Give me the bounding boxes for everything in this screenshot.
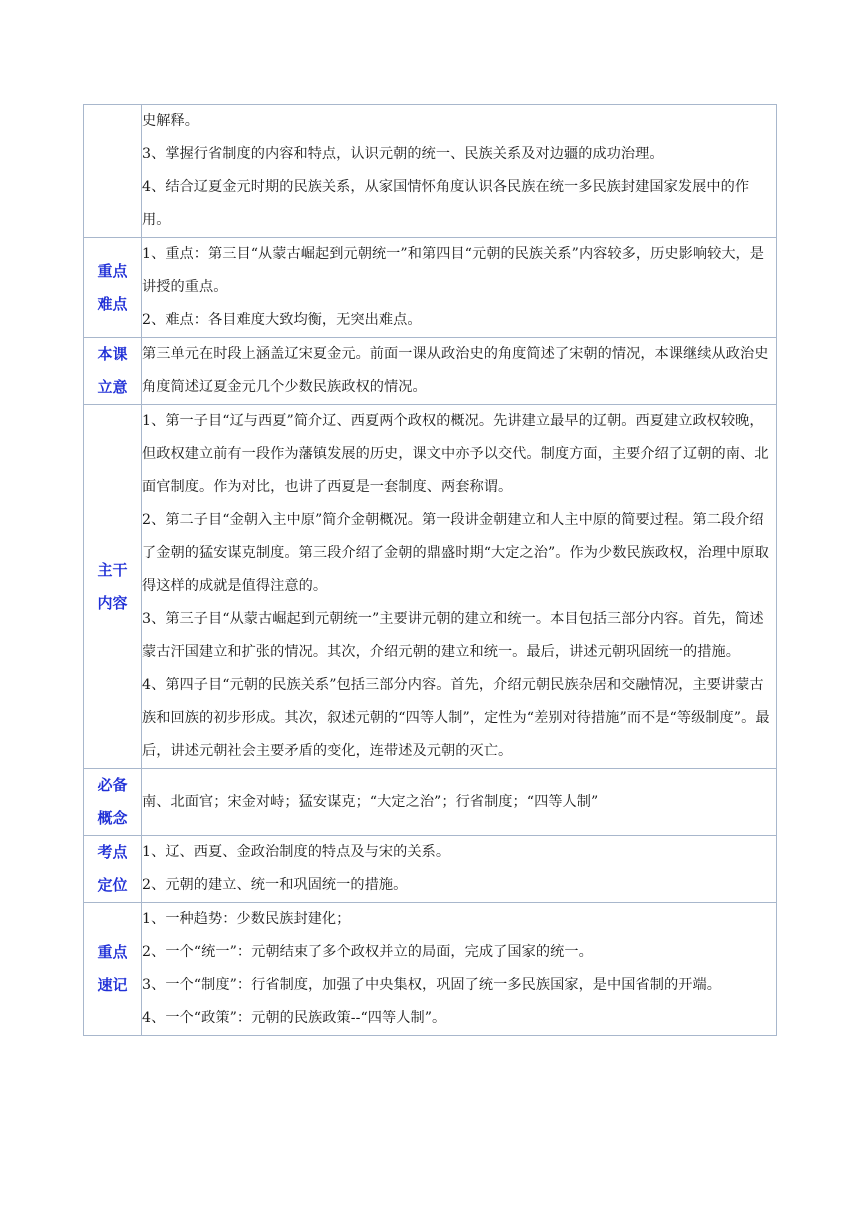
row-label-line: 概念 [97, 809, 128, 827]
row-label [84, 338, 142, 405]
paragraph: 第三单元在时段上涵盖辽宋夏金元。前面一课从政治史的角度简述了宋朝的情况，本课继续从政治史角度简述辽夏金元几个少数民族政权的情况。 [142, 346, 769, 395]
row-content [142, 105, 777, 238]
row-label-line: 定位 [97, 876, 128, 894]
paragraph: 1、重点：第三目“从蒙古崛起到元朝统一”和第四目“元朝的民族关系”内容较多，历史影响较大，是讲授的重点。 [142, 246, 765, 295]
row-label-line: 主干 [97, 560, 128, 579]
row-label-line: 速记 [97, 976, 128, 994]
paragraph: 4、第四子目“元朝的民族关系”包括三部分内容。首先，介绍元朝民族杂居和交融情况，主要讲蒙古族和回族的初步形成。其次，叙述元朝的“四等人制”，定性为“差别对待措施”而不是“等级制度”。最后，讲述元朝社会主要矛盾的变化，连带述及元朝的灭亡。 [142, 677, 770, 759]
row-label [84, 836, 142, 903]
paragraph: 4、结合辽夏金元时期的民族关系，从家国情怀角度认识各民族在统一多民族封建国家发展中的作用。 [142, 179, 750, 228]
row-label-line: 考点 [97, 843, 128, 861]
row-content [142, 338, 777, 405]
paragraph: 2、第二子目“金朝入主中原”简介金朝概况。第一段讲金朝建立和人主中原的简要过程。第二段介绍了金朝的猛安谋克制度。第三段介绍了金朝的鼎盛时期“大定之治”。作为少数民族政权，治理中原取得这样的成就是值得注意的。 [142, 512, 769, 594]
paragraph: 南、北面官；宋金对峙；猛安谋克；“大定之治”；行省制度；“四等人制” [142, 793, 599, 810]
row-content [142, 903, 777, 1036]
paragraph: 1、辽、西夏、金政治制度的特点及与宋的关系。 [142, 844, 451, 860]
paragraph: 1、第一子目“辽与西夏”简介辽、西夏两个政权的概况。先讲建立最早的辽朝。西夏建立政权较晚，但政权建立前有一段作为藩镇发展的历史，课文中亦予以交代。制度方面，主要介绍了辽朝的南、北面官制度。作为对比，也讲了西夏是一套制度、两套称谓。 [142, 413, 769, 495]
row-label [84, 238, 142, 338]
table-row-essential-concepts [84, 769, 777, 836]
row-label [84, 903, 142, 1036]
paragraph: 3、一个“制度”：行省制度，加强了中央集权，巩固了统一多民族国家，是中国省制的开端。 [142, 977, 721, 993]
paragraph: 2、元朝的建立、统一和巩固统一的措施。 [142, 877, 408, 893]
row-label-empty [84, 105, 142, 238]
table-row-lesson-intent [84, 338, 777, 405]
row-label-line: 内容 [97, 593, 128, 612]
row-content [142, 405, 777, 769]
paragraph: 4、一个“政策”：元朝的民族政策--“四等人制”。 [142, 1010, 447, 1026]
row-label-line: 本课 [97, 345, 128, 363]
row-label-line: 重点 [97, 943, 128, 961]
table-row-main-content [84, 405, 777, 769]
row-label-line: 立意 [97, 378, 128, 396]
row-label-line: 必备 [97, 776, 128, 794]
paragraph: 2、一个“统一”：元朝结束了多个政权并立的局面，完成了国家的统一。 [142, 944, 593, 960]
paragraph: 史解释。 [142, 113, 199, 129]
row-content [142, 769, 777, 836]
paragraph: 1、一种趋势：少数民族封建化； [142, 911, 351, 927]
row-label-line: 难点 [97, 294, 128, 313]
row-label-line: 重点 [97, 261, 128, 280]
paragraph: 2、难点：各目难度大致均衡，无突出难点。 [142, 312, 422, 328]
table-row-key-difficult-points [84, 238, 777, 338]
row-label [84, 769, 142, 836]
table-row-objectives-continued [84, 105, 777, 238]
paragraph: 3、第三子目“从蒙古崛起到元朝统一”主要讲元朝的建立和统一。本目包括三部分内容。首先，简述蒙古汗国建立和扩张的情况。其次，介绍元朝的建立和统一。最后，讲述元朝巩固统一的措施。 [142, 611, 764, 660]
row-label [84, 405, 142, 769]
table-row-quick-notes [84, 903, 777, 1036]
table-row-exam-points [84, 836, 777, 903]
row-content [142, 238, 777, 338]
paragraph: 3、掌握行省制度的内容和特点，认识元朝的统一、民族关系及对边疆的成功治理。 [142, 146, 664, 162]
lesson-plan-table [83, 104, 777, 1036]
row-content [142, 836, 777, 903]
